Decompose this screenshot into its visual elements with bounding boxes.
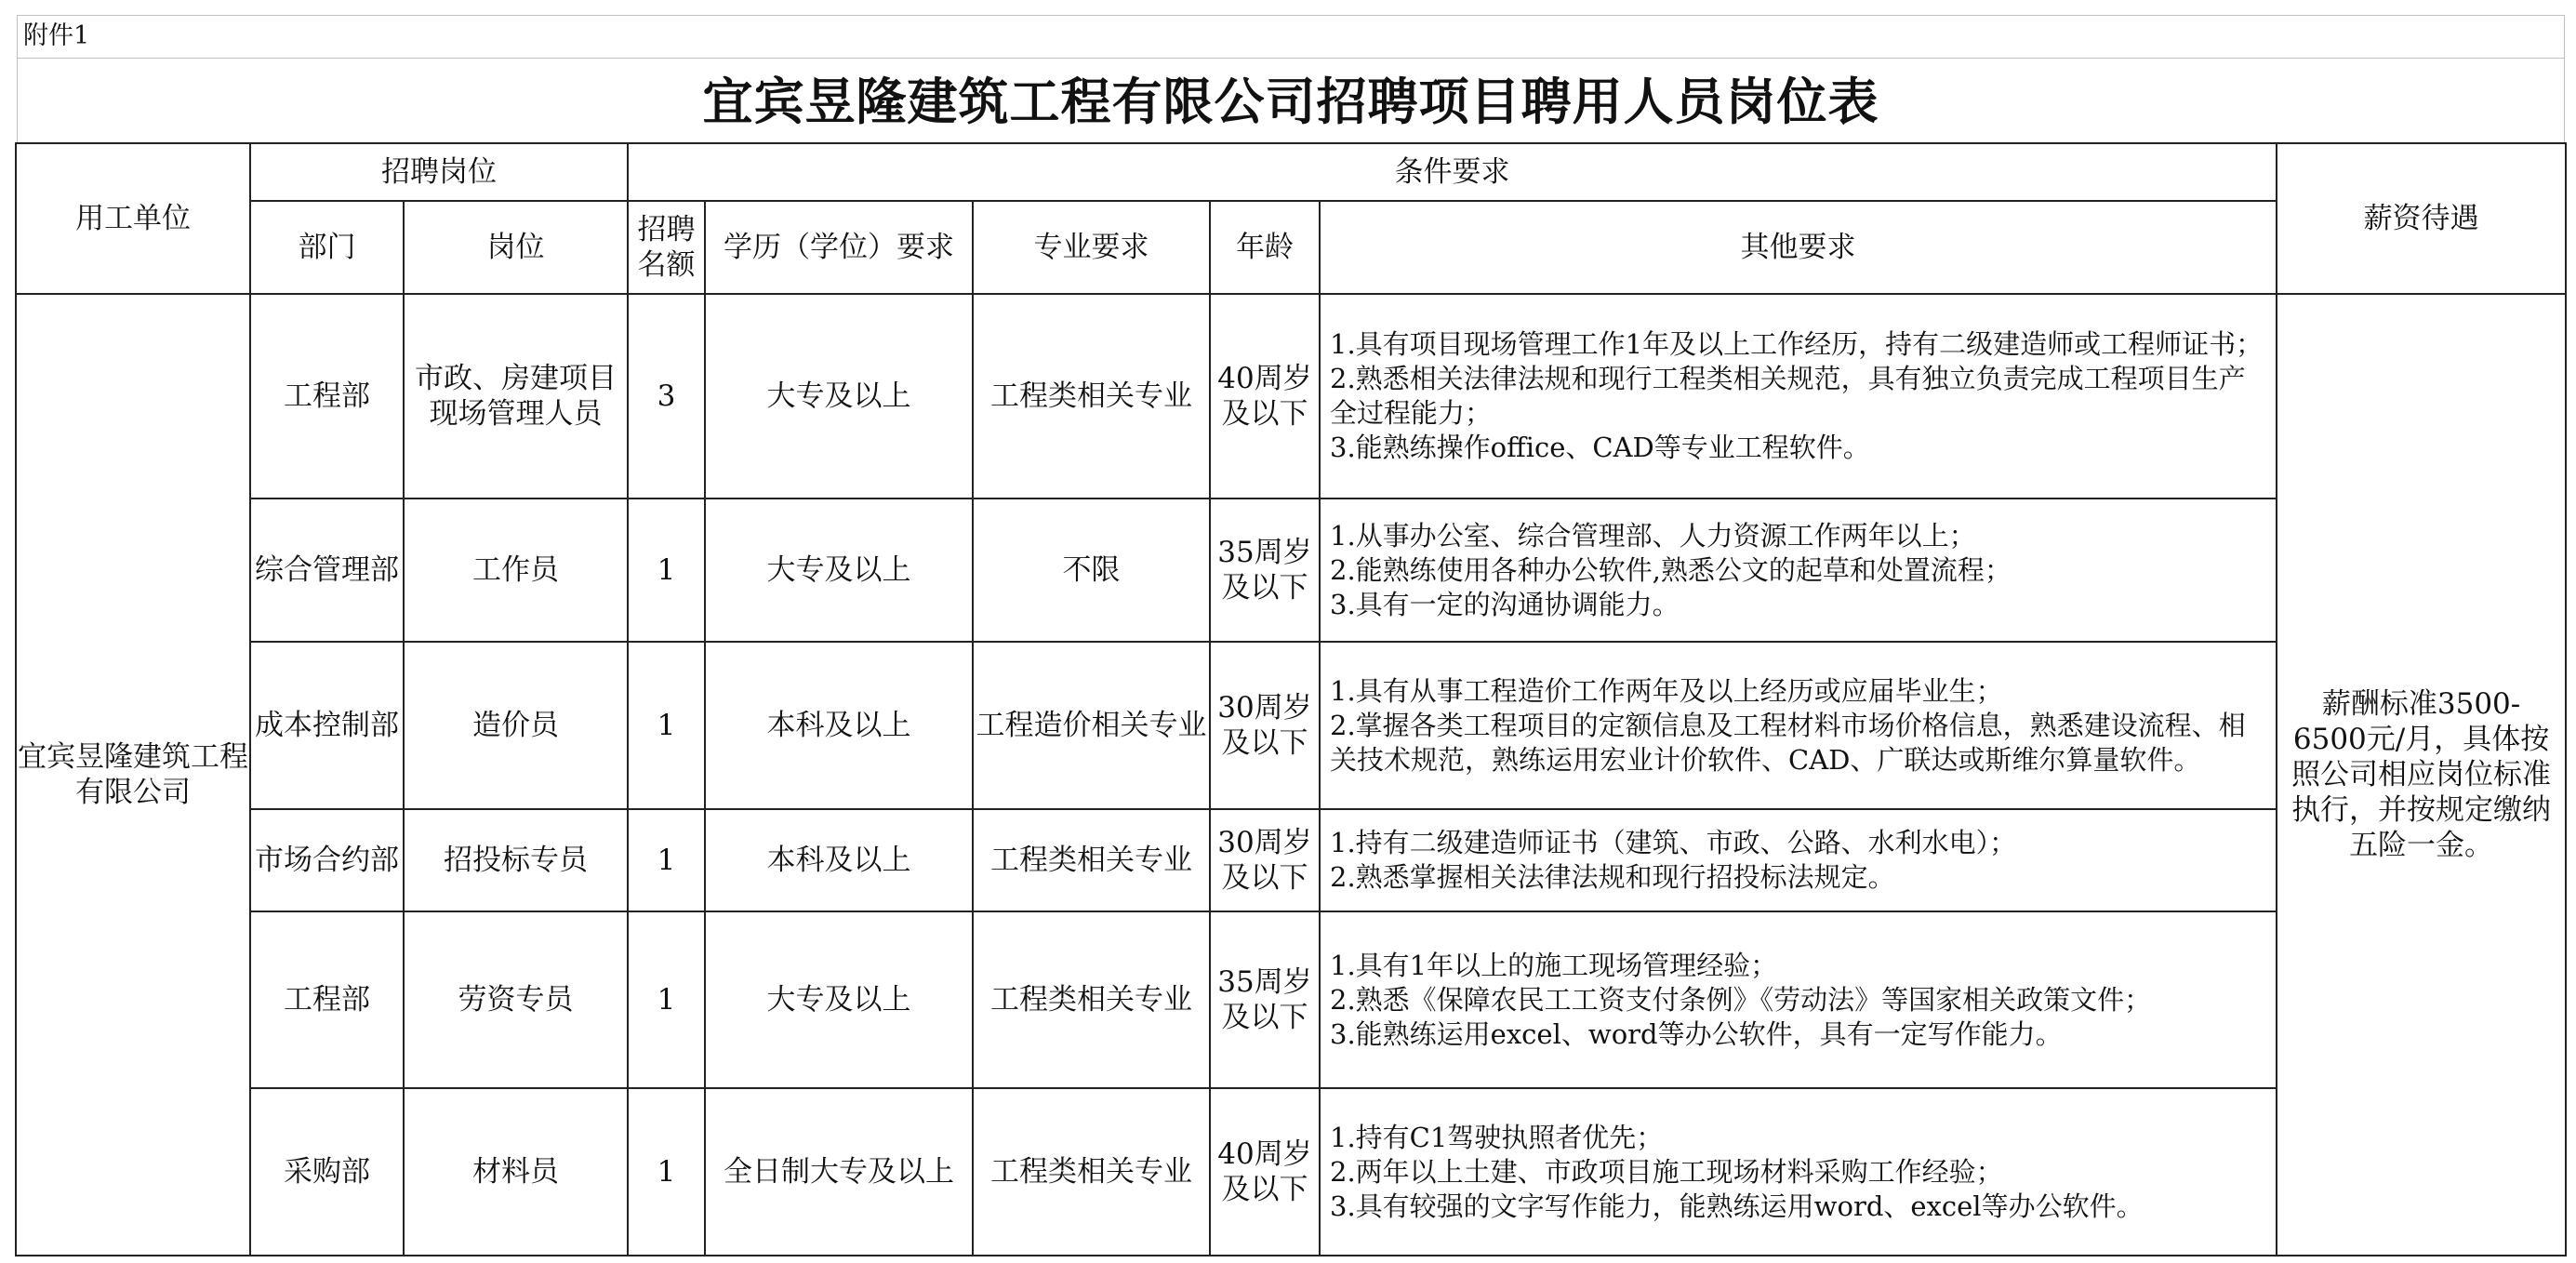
header-position-group: 招聘岗位 [250, 143, 628, 201]
age-cell: 35周岁及以下 [1210, 911, 1320, 1088]
header-row-bottom [16, 201, 2566, 294]
education-cell: 全日制大专及以上 [705, 1088, 973, 1256]
major-cell: 工程类相关专业 [973, 809, 1210, 911]
education-cell: 大专及以上 [705, 294, 973, 499]
quota-cell: 1 [628, 642, 705, 809]
attachment-label: 附件1 [17, 15, 2565, 58]
positions-table-body [16, 143, 2566, 1256]
quota-cell: 1 [628, 499, 705, 642]
header-salary: 薪资待遇 [2277, 143, 2566, 294]
position-cell: 招投标专员 [404, 809, 628, 911]
table-row [16, 499, 2566, 642]
requirement-item: 1.具有1年以上的施工现场管理经验； [1330, 949, 1778, 981]
requirement-item: 3.具有一定的沟通协调能力。 [1330, 588, 1680, 620]
header-department: 部门 [250, 201, 404, 294]
age-cell: 30周岁及以下 [1210, 809, 1320, 911]
requirement-item: 3.能熟练运用excel、word等办公软件，具有一定写作能力。 [1330, 1017, 2063, 1050]
requirement-item: 2.熟悉掌握相关法律法规和现行招投标法规定。 [1330, 861, 1895, 893]
quota-cell: 1 [628, 1088, 705, 1256]
quota-cell: 3 [628, 294, 705, 499]
header-quota-line2: 名额 [637, 248, 696, 282]
requirement-item: 3.能熟练操作office、CAD等专业工程软件。 [1330, 432, 1870, 463]
header-position: 岗位 [404, 201, 628, 294]
header-other: 其他要求 [1320, 201, 2277, 294]
department-cell: 采购部 [250, 1088, 404, 1256]
requirements-cell [1320, 1088, 2277, 1256]
requirement-item: 1.持有二级建造师证书（建筑、市政、公路、水利水电）； [1330, 827, 2017, 858]
position-cell: 市政、房建项目现场管理人员 [404, 294, 628, 499]
requirements-cell [1320, 911, 2277, 1088]
age-cell: 40周岁及以下 [1210, 1088, 1320, 1256]
major-cell: 工程造价相关专业 [973, 642, 1210, 809]
salary-cell: 薪酬标准3500-6500元/月，具体按照公司相应岗位标准执行，并按规定缴纳五险一金。 [2277, 294, 2566, 1256]
quota-cell: 1 [628, 911, 705, 1088]
table-row [16, 294, 2566, 499]
education-cell: 大专及以上 [705, 499, 973, 642]
requirements-cell [1320, 499, 2277, 642]
requirement-item: 2.能熟练使用各种办公软件,熟悉公文的起草和处置流程； [1330, 553, 2012, 586]
header-age: 年龄 [1210, 201, 1320, 294]
age-cell: 30周岁及以下 [1210, 642, 1320, 809]
header-quota-line1: 招聘 [637, 213, 696, 246]
department-cell: 工程部 [250, 294, 404, 499]
header-major: 专业要求 [973, 201, 1210, 294]
header-education: 学历（学位）要求 [705, 201, 973, 294]
department-cell: 工程部 [250, 911, 404, 1088]
requirement-item: 2.熟悉《保障农民工工资支付条例》《劳动法》等国家相关政策文件； [1330, 983, 2152, 1016]
education-cell: 本科及以上 [705, 642, 973, 809]
requirement-item: 3.具有较强的文字写作能力，能熟练运用word、excel等办公软件。 [1330, 1190, 2144, 1222]
major-cell: 工程类相关专业 [973, 911, 1210, 1088]
position-cell: 材料员 [404, 1088, 628, 1256]
requirements-cell [1320, 294, 2277, 499]
requirement-item: 1.具有项目现场管理工作1年及以上工作经历，持有二级建造师或工程师证书； [1330, 328, 2264, 360]
position-cell: 造价员 [404, 642, 628, 809]
requirement-item: 2.掌握各类工程项目的定额信息及工程材料市场价格信息，熟悉建设流程、相关技术规范，熟练运用宏业计价软件、CAD、广联达或斯维尔算量软件。 [1330, 709, 2246, 776]
requirements-cell [1320, 809, 2277, 911]
requirement-item: 2.熟悉相关法律法规和现行工程类相关规范，具有独立负责完成工程项目生产全过程能力； [1330, 363, 2246, 429]
page-title: 宜宾昱隆建筑工程有限公司招聘项目聘用人员岗位表 [17, 58, 2565, 143]
header-conditions: 条件要求 [628, 143, 2277, 201]
department-cell: 综合管理部 [250, 499, 404, 642]
requirement-item: 2.两年以上土建、市政项目施工现场材料采购工作经验； [1330, 1155, 2003, 1188]
table-row [16, 642, 2566, 809]
education-cell: 大专及以上 [705, 911, 973, 1088]
position-cell: 工作员 [404, 499, 628, 642]
age-cell: 35周岁及以下 [1210, 499, 1320, 642]
education-cell: 本科及以上 [705, 809, 973, 911]
requirement-item: 1.具有从事工程造价工作两年及以上经历或应届毕业生； [1330, 674, 2003, 707]
table-row [16, 1088, 2566, 1256]
table-row [16, 911, 2566, 1088]
major-cell: 不限 [973, 499, 1210, 642]
quota-cell: 1 [628, 809, 705, 911]
positions-table [15, 142, 2567, 1256]
position-cell: 劳资专员 [404, 911, 628, 1088]
header-employer: 用工单位 [16, 143, 250, 294]
employer-cell: 宜宾昱隆建筑工程有限公司 [16, 294, 250, 1256]
requirement-item: 1.从事办公室、综合管理部、人力资源工作两年以上； [1330, 519, 1976, 552]
age-cell: 40周岁及以下 [1210, 294, 1320, 499]
department-cell: 成本控制部 [250, 642, 404, 809]
table-row [16, 809, 2566, 911]
header-quota [628, 201, 705, 294]
requirements-cell [1320, 642, 2277, 809]
major-cell: 工程类相关专业 [973, 1088, 1210, 1256]
header-row-top [16, 143, 2566, 201]
major-cell: 工程类相关专业 [973, 294, 1210, 499]
requirement-item: 1.持有C1驾驶执照者优先； [1330, 1121, 1664, 1153]
department-cell: 市场合约部 [250, 809, 404, 911]
